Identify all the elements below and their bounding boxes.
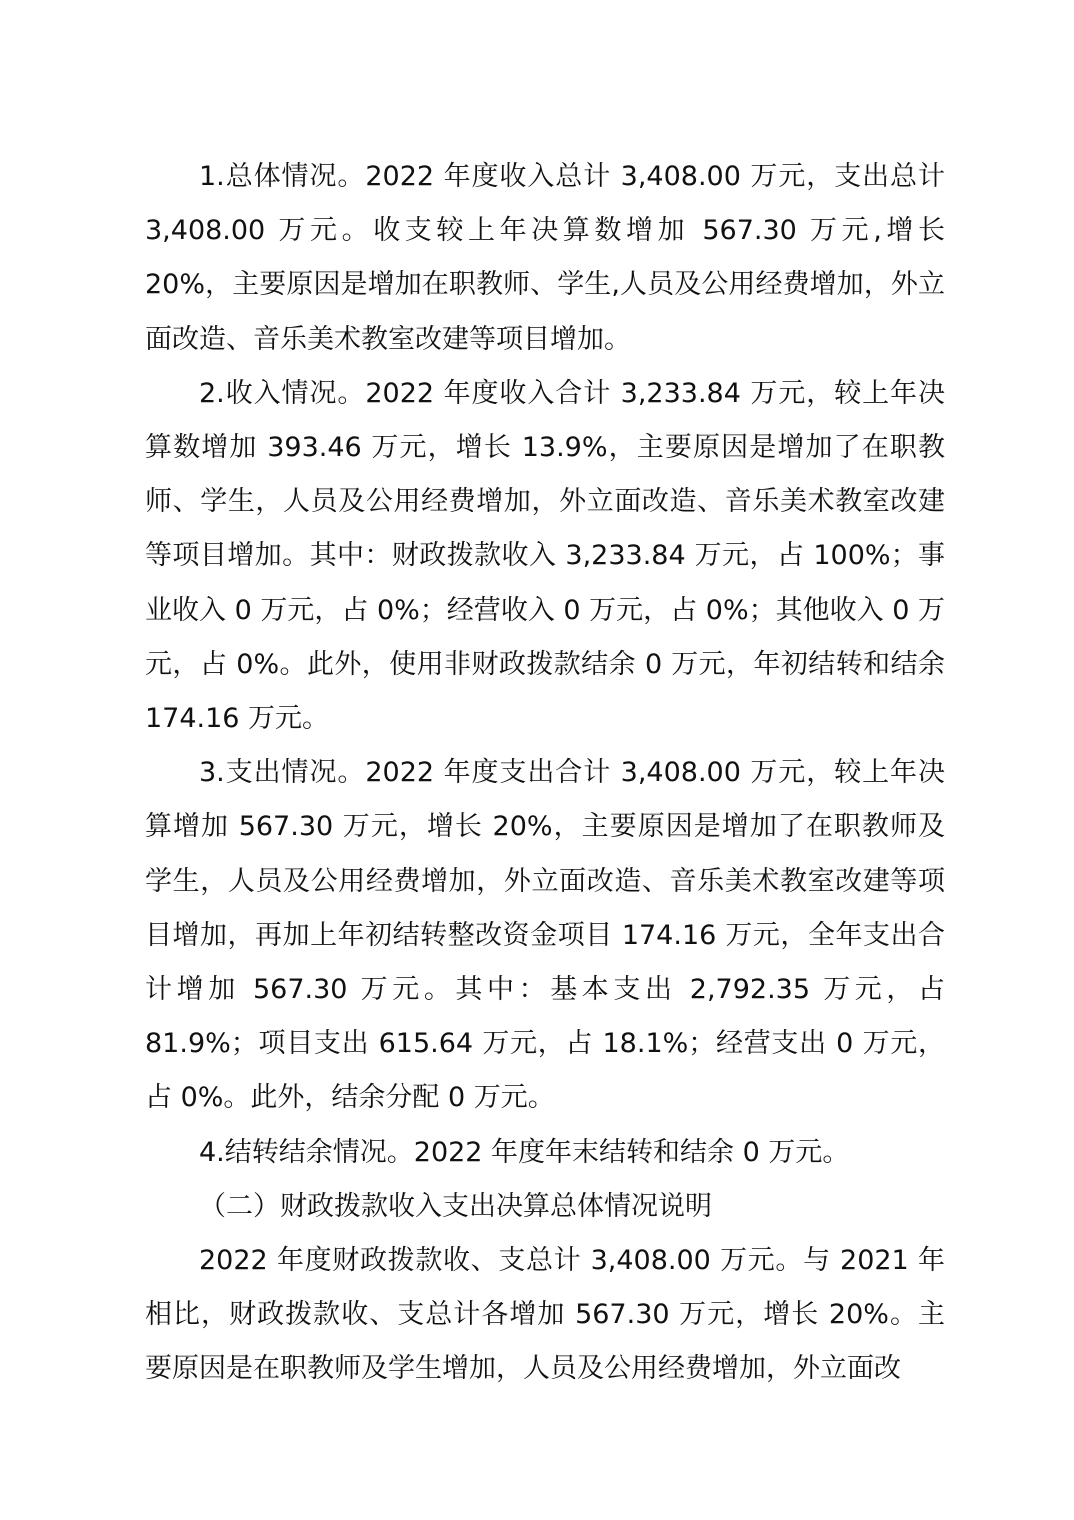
- paragraph-overall: 1.总体情况。2022 年度收入总计 3,408.00 万元，支出总计 3,408.00 万元。收支较上年决算数增加 567.30 万元,增长 20%，主要原因是增加在职教师、学生,人员及公用经费增加，外立面改造、音乐美术教室改建等项目增加。: [145, 161, 945, 355]
- paragraph-fiscal-appropriation: 2022 年度财政拨款收、支总计 3,408.00 万元。与 2021 年相比，财政拨款收、支总计各增加 567.30 万元，增长 20%。主要原因是在职教师及学生增加，人员及公用经费增加，外立面改: [145, 1245, 945, 1385]
- paragraph-income: 2.收入情况。2022 年度收入合计 3,233.84 万元，较上年决算数增加 393.46 万元，增长 13.9%，主要原因是增加了在职教师、学生，人员及公用经费增加，外立面改造、音乐美术教室改建等项目增加。其中：财政拨款收入 3,233.84 万元，占 100%；事业收入 0 万元，占 0%；经营收入 0 万元，占 0%；其他收入 0 万元，占 0%。此外，使用非财政拨款结余 0 万元，年初结转和结余 174.16 万元。: [145, 377, 945, 735]
- paragraph-expenditure: 3.支出情况。2022 年度支出合计 3,408.00 万元，较上年决算增加 567.30 万元，增长 20%，主要原因是增加了在职教师及学生，人员及公用经费增加，外立面改造、音乐美术教室改建等项目增加，再加上年初结转整改资金项目 174.16 万元，全年支出合计增加 567.30 万元。其中：基本支出 2,792.35 万元，占 81.9%；项目支出 615.64 万元，占 18.1%；经营支出 0 万元，占 0%。此外，结余分配 0 万元。: [145, 757, 945, 1114]
- document-body: [145, 150, 945, 1397]
- section-heading: （二）财政拨款收入支出决算总体情况说明: [199, 1190, 712, 1222]
- paragraph-carryover: 4.结转结余情况。2022 年度年末结转和结余 0 万元。: [199, 1136, 850, 1168]
